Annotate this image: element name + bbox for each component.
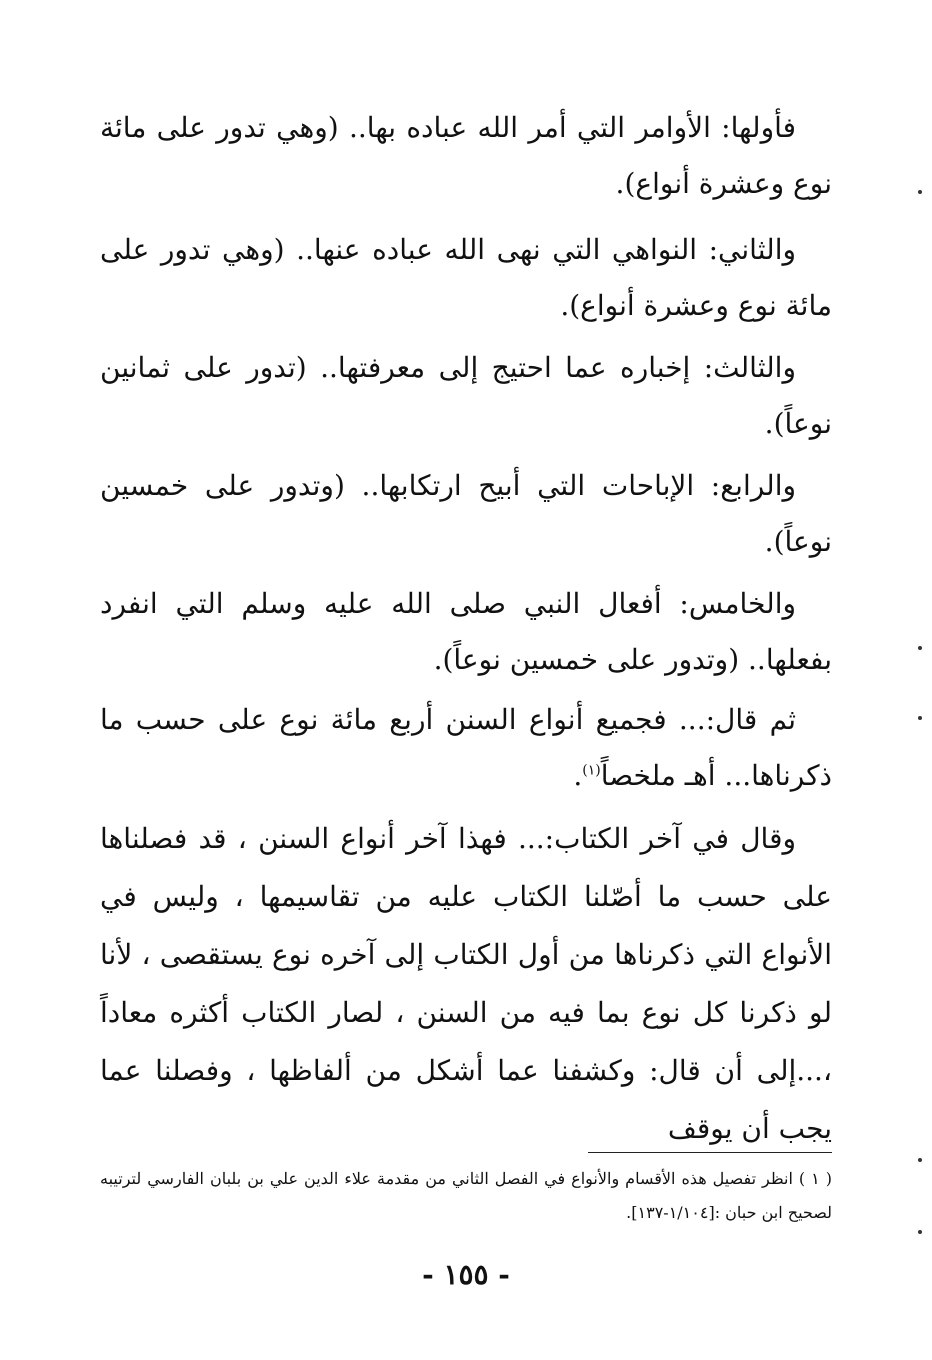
margin-speck [918, 1230, 922, 1234]
paragraph-book-end: وقال في آخر الكتاب:... فهذا آخر أنواع السنن ، قد فصلناها على حسب ما أصّلنا الكتاب عليه من تقاسيمها ، وليس في الأنواع التي ذكرناها من أول الكتاب إلى آخره نوع يستقصى ، لأنا لو ذكرنا كل نوع بما فيه من السنن ، لصار الكتاب أكثره معاداً ،...إلى أن قال: وكشفنا عما أشكل من ألفاظها ، وفصلنا عما يجب أن يوقف [100, 822, 832, 1145]
paragraph-permissions: والرابع: الإباحات التي أبيح ارتكابها.. (وتدور على خمسين نوعاً). [100, 469, 832, 558]
margin-speck [918, 190, 922, 194]
margin-speck [918, 716, 922, 720]
paragraph-reports: والثالث: إخباره عما احتيج إلى معرفتها.. (تدور على ثمانين نوعاً). [100, 351, 832, 440]
footnote-text: ( ١ ) انظر تفصيل هذه الأقسام والأنواع في الفصل الثاني من مقدمة علاء الدين علي بن بلبان الفارسي لترتيبه لصحيح ابن حبان :[١/١٠٤-١٣٧]. [100, 1169, 832, 1222]
paragraph-summary-text: ثم قال:... فجميع أنواع السنن أربع مائة نوع على حسب ما ذكرناها... أهـ ملخصاً [100, 703, 832, 792]
paragraph-prohibitions: والثاني: النواهي التي نهى الله عباده عنها.. (وهي تدور على مائة نوع وعشرة أنواع). [100, 233, 832, 322]
paragraph-summary-period: . [573, 759, 583, 792]
footnote-separator [588, 1152, 832, 1153]
page-number: - ١٥٥ - [422, 1258, 510, 1291]
footnote-reference[interactable]: (١) [582, 762, 601, 779]
margin-speck [918, 1158, 922, 1162]
margin-speck [918, 646, 922, 650]
paragraph-commands: فأولها: الأوامر التي أمر الله عباده بها.. (وهي تدور على مائة نوع وعشرة أنواع). [100, 111, 832, 200]
paragraph-summary [100, 692, 832, 804]
paragraph-prophet-acts: والخامس: أفعال النبي صلى الله عليه وسلم التي انفرد بفعلها.. (وتدور على خمسين نوعاً). [100, 587, 832, 676]
